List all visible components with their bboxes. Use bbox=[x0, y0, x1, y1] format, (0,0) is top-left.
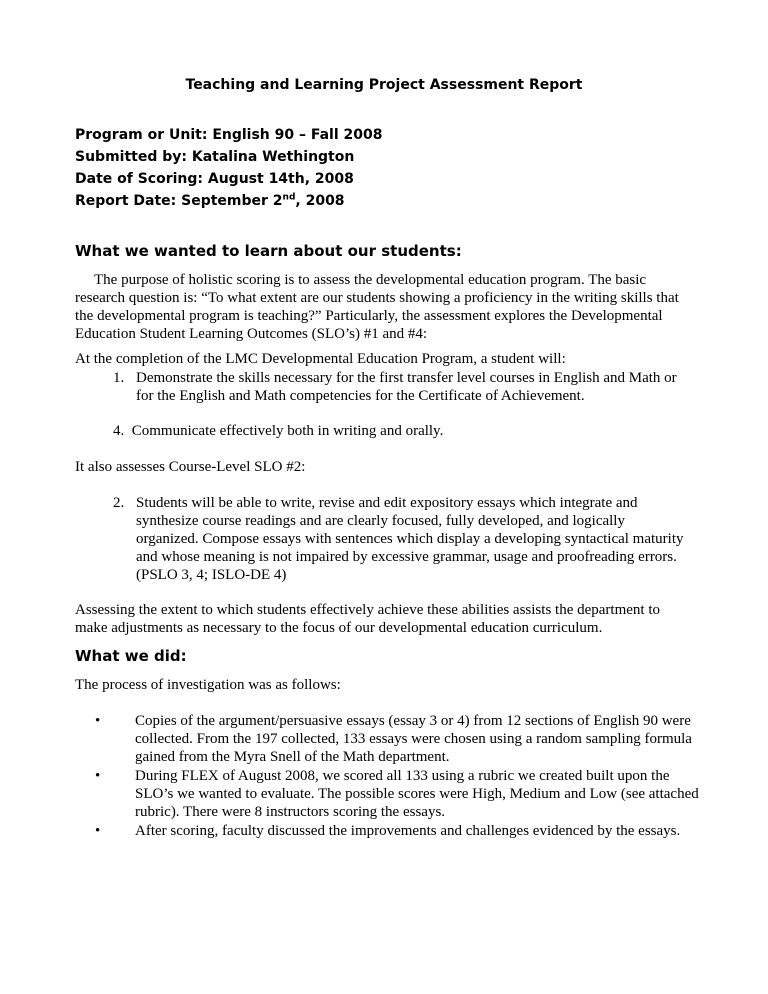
bullet-item-collection: Copies of the argument/persuasive essays (essay 3 or 4) from 12 sections of English 90 were collected. From the 197 collected, 133 essays were chosen using a random sampling formula gained from the Myra Snell of the Math department. bbox=[135, 713, 692, 765]
course-slo-2-number: 2. bbox=[113, 495, 125, 511]
process-intro: The process of investigation was as follows: bbox=[75, 677, 341, 693]
bullet-item-discussion: After scoring, faculty discussed the improvements and challenges evidenced by the essays. bbox=[135, 823, 681, 839]
course-level-intro: It also assesses Course-Level SLO #2: bbox=[75, 459, 306, 475]
course-slo-2-text: Students will be able to write, revise and edit expository essays which integrate and synthesize course readings and are clearly focused, fully developed, and logically organized. Compose essays with sentences which display a developing syntactical maturity and whose meaning is not impaired by excessive grammar, usage and proofreading errors. (PSLO 3, 4; ISLO-DE 4) bbox=[136, 495, 684, 583]
scoring-date-line: Date of Scoring: August 14th, 2008 bbox=[75, 171, 354, 187]
report-metadata bbox=[75, 124, 383, 212]
section-heading-learn: What we wanted to learn about our students: bbox=[75, 242, 462, 260]
section-heading-did: What we did: bbox=[75, 647, 187, 665]
program-line: Program or Unit: English 90 – Fall 2008 bbox=[75, 127, 383, 143]
bullet-icon: • bbox=[95, 713, 101, 729]
report-date-line: Report Date: September 2nd, 2008 bbox=[75, 192, 345, 209]
submitted-by-line: Submitted by: Katalina Wethington bbox=[75, 149, 355, 165]
bullet-icon: • bbox=[95, 768, 101, 784]
bullet-item-scoring: During FLEX of August 2008, we scored all 133 using a rubric we created built upon the SLO’s we wanted to evaluate. The possible scores were High, Medium and Low (see attached rubric). There were 8 instructors scoring the essays. bbox=[135, 768, 699, 820]
assessing-paragraph: Assessing the extent to which students effectively achieve these abilities assists the department to make adjustments as necessary to the focus of our developmental education curriculum. bbox=[75, 602, 660, 636]
slo-1-text: Demonstrate the skills necessary for the first transfer level courses in English and Math or for the English and Math competencies for the Certificate of Achievement. bbox=[136, 370, 677, 404]
report-title: Teaching and Learning Project Assessment Report bbox=[185, 77, 583, 93]
purpose-paragraph: The purpose of holistic scoring is to assess the developmental education program. The basic research question is: “To what extent are our students showing a proficiency in the writing skills that the developmental program is teaching?” Particularly, the assessment explores the Developmental Education Student Learning Outcomes (SLO’s) #1 and #4: bbox=[75, 272, 679, 342]
slo-1-number: 1. bbox=[113, 370, 125, 386]
slo-4-text: 4. Communicate effectively both in writing and orally. bbox=[113, 423, 444, 439]
completion-intro: At the completion of the LMC Developmental Education Program, a student will: bbox=[75, 351, 566, 367]
bullet-icon: • bbox=[95, 823, 101, 839]
